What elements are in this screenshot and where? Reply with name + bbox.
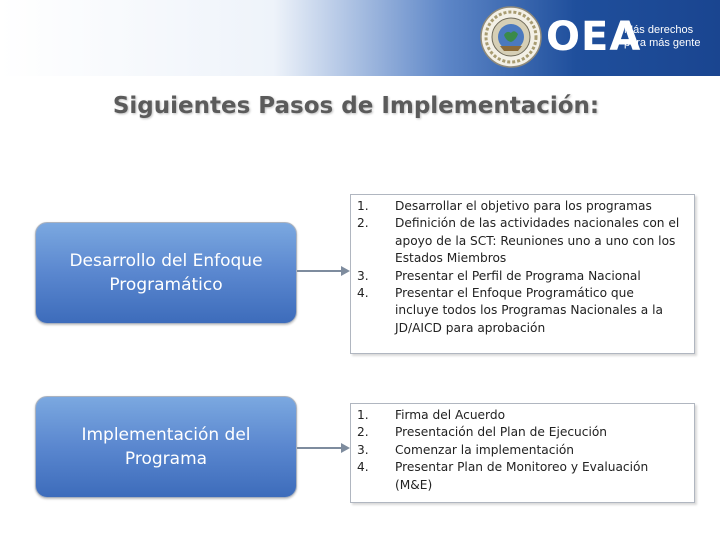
phase-box-line-2: Programa: [124, 449, 208, 469]
list-item-text: Presentar el Enfoque Programático que incluye todos los Programas Nacionales a la JD/AICD para aprobación: [395, 286, 663, 335]
list-item-number: 1.: [357, 199, 369, 213]
brand-logo-text: OEA: [546, 14, 642, 60]
list-item-text: Presentar el Perfil de Programa Nacional: [395, 268, 641, 283]
list-item: [357, 407, 680, 424]
phase-box-implementacion: [35, 396, 297, 498]
list-item-number: 4.: [357, 460, 369, 475]
list-item-text: Desarrollar el objetivo para los programas: [395, 199, 652, 213]
list-item: [357, 424, 680, 441]
list-item: [357, 268, 680, 285]
phase-box-line-2: Programático: [109, 275, 223, 295]
phase-box-line-1: Desarrollo del Enfoque: [69, 251, 263, 271]
list-item-text: Presentar Plan de Monitoreo y Evaluación (M&E): [395, 460, 649, 492]
list-item-number: 2.: [357, 216, 369, 231]
tagline-line-1: Más derechos: [624, 24, 694, 36]
list-item-number: 3.: [357, 442, 369, 457]
list-item-number: 1.: [357, 408, 369, 422]
oea-seal-icon: [480, 6, 542, 68]
phase-box-label: [81, 423, 250, 471]
arrow-right-icon: [295, 264, 353, 278]
list-item-text: Definición de las actividades nacionales con el apoyo de la SCT: Reuniones uno a uno con los Estados Miembros: [395, 216, 680, 266]
phase-box-label: [69, 249, 262, 297]
list-item-text: Comenzar la implementación: [395, 442, 575, 457]
list-item-number: 4.: [357, 286, 369, 301]
steps-list-enfoque: [350, 194, 695, 354]
phase-box-enfoque: [35, 222, 297, 324]
list-item: [357, 442, 680, 459]
list-item: [357, 285, 680, 337]
list-item: [357, 215, 680, 267]
slide-title: Siguientes Pasos de Implementación:: [112, 93, 600, 119]
phase-box-line-1: Implementación del: [81, 425, 251, 445]
list-item-text: Firma del Acuerdo: [395, 408, 506, 422]
list-item-text: Presentación del Plan de Ejecución: [395, 425, 608, 440]
header-bar: [0, 0, 720, 76]
brand-tagline: [624, 24, 716, 50]
tagline-line-2: para más gente: [624, 37, 701, 49]
list-item: [357, 459, 680, 494]
steps-list-implementacion: [350, 403, 695, 503]
list-item-number: 2.: [357, 425, 369, 440]
arrow-right-icon: [295, 441, 353, 455]
list-item: [357, 198, 680, 215]
list-item-number: 3.: [357, 268, 369, 283]
